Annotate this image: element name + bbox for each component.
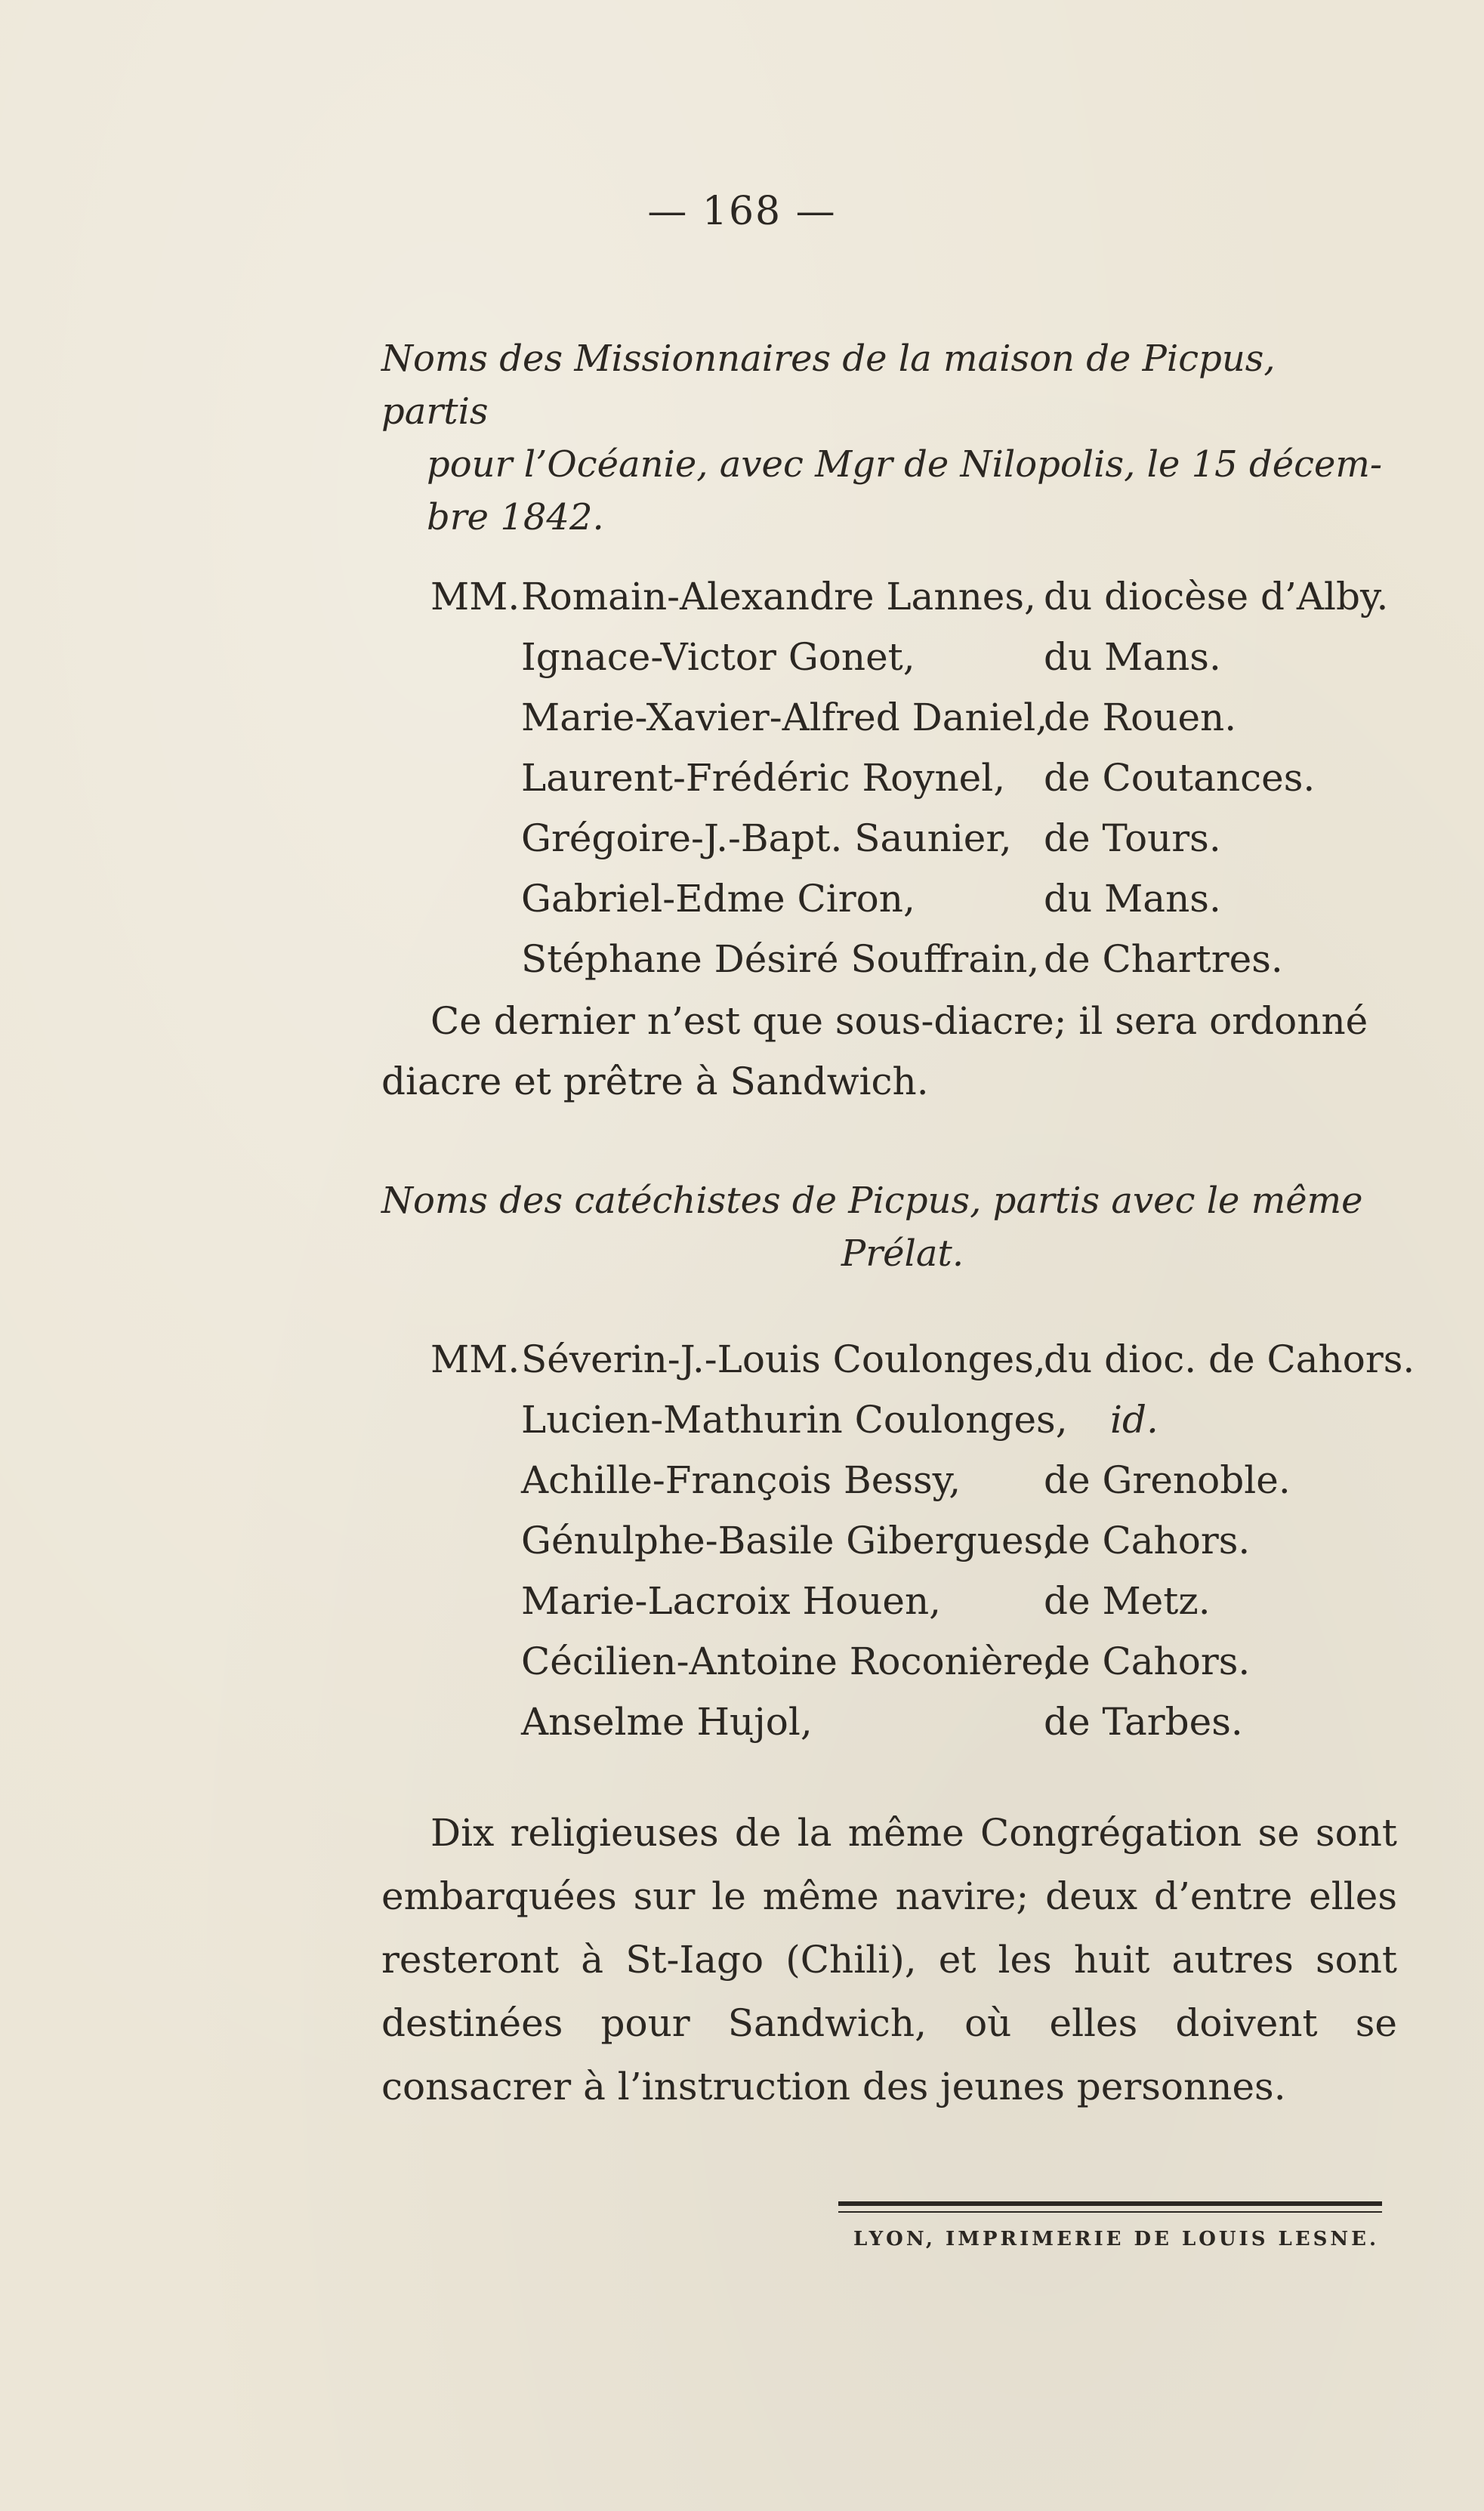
diocese-origin: de Cahors. [1044, 1640, 1251, 1683]
list-item [430, 627, 1427, 687]
missionaries-list [430, 566, 1427, 989]
diocese-origin: de Grenoble. [1044, 1458, 1291, 1502]
person-name: Stéphane Désiré Souffrain, [521, 937, 1040, 981]
person-name: Laurent-Frédéric Roynel, [521, 756, 1006, 800]
list-item [430, 1692, 1427, 1752]
missionaries-heading-line1: Noms des Missionnaires de la maison de Picpus, partis [381, 338, 1276, 433]
catechists-heading-line1: Noms des catéchistes de Picpus, partis avec le même [381, 1180, 1363, 1222]
list-item [430, 1571, 1427, 1631]
list-item [430, 566, 1427, 627]
ordination-note: Ce dernier n’est que sous-diacre; il sera ordonné diacre et prêtre à Sandwich. [381, 999, 1368, 1103]
list-item [430, 1631, 1427, 1692]
diocese-origin: du Mans. [1044, 877, 1221, 921]
list-item [430, 808, 1427, 868]
list-item [430, 1510, 1427, 1571]
diocese-origin: du dioc. de Cahors. [1044, 1337, 1415, 1381]
list-item [430, 748, 1427, 808]
page-number: — 168 — [647, 189, 837, 234]
person-name: Grégoire-J.-Bapt. Saunier, [521, 816, 1012, 860]
person-name: Gabriel-Edme Ciron, [521, 877, 915, 921]
diocese-origin: de Coutances. [1044, 756, 1316, 800]
person-name: Ignace-Victor Gonet, [521, 635, 915, 679]
missionaries-heading-line3: bre 1842. [427, 496, 604, 538]
honorific: MM. [430, 1337, 520, 1381]
diocese-origin: du Mans. [1044, 635, 1221, 679]
diocese-origin: de Cahors. [1044, 1519, 1251, 1562]
person-name: Lucien-Mathurin Coulonges, [521, 1398, 1068, 1442]
diocese-origin: id. [1110, 1398, 1159, 1442]
person-name: Marie-Lacroix Houen, [521, 1579, 942, 1623]
diocese-origin: du diocèse d’Alby. [1044, 575, 1389, 618]
diocese-origin: de Tarbes. [1044, 1700, 1243, 1744]
list-item [430, 868, 1427, 929]
person-name: Achille-François Bessy, [521, 1458, 961, 1502]
printer-imprint: LYON, IMPRIMERIE DE LOUIS LESNE. [853, 2228, 1380, 2250]
person-name: Anselme Hujol, [521, 1700, 813, 1744]
list-item [430, 687, 1427, 748]
person-name: Séverin-J.-Louis Coulonges, [521, 1337, 1046, 1381]
catechists-heading [381, 1174, 1393, 1280]
catechists-list [430, 1329, 1427, 1752]
person-name: Génulphe-Basile Gibergues, [521, 1519, 1056, 1562]
sisters-paragraph: Dix religieuses de la même Congrégation se sont embarquées sur le même navire; deux d’entre elles resteront à St-Iago (Chili), et les huit autres sont destinées pour Sandwich, où elles doivent se consacrer à l’instruction des jeunes personnes. [381, 1811, 1397, 2108]
honorific: MM. [430, 575, 520, 618]
person-name: Cécilien-Antoine Roconière, [521, 1640, 1056, 1683]
diocese-origin: de Tours. [1044, 816, 1221, 860]
diocese-origin: de Rouen. [1044, 696, 1237, 739]
diocese-origin: de Chartres. [1044, 937, 1283, 981]
person-name: Romain-Alexandre Lannes, [521, 575, 1036, 618]
footer-rule [838, 2201, 1382, 2206]
missionaries-heading-line2: pour l’Océanie, avec Mgr de Nilopolis, le 15 décem- [427, 443, 1383, 486]
list-item [430, 1329, 1427, 1390]
missionaries-heading [381, 332, 1393, 544]
diocese-origin: de Metz. [1044, 1579, 1211, 1623]
footer-rule-thin [838, 2211, 1382, 2213]
catechists-heading-line2: Prélat. [841, 1232, 964, 1275]
list-item [430, 1450, 1427, 1510]
person-name: Marie-Xavier-Alfred Daniel, [521, 696, 1048, 739]
list-item [430, 1390, 1427, 1450]
list-item [430, 929, 1427, 989]
